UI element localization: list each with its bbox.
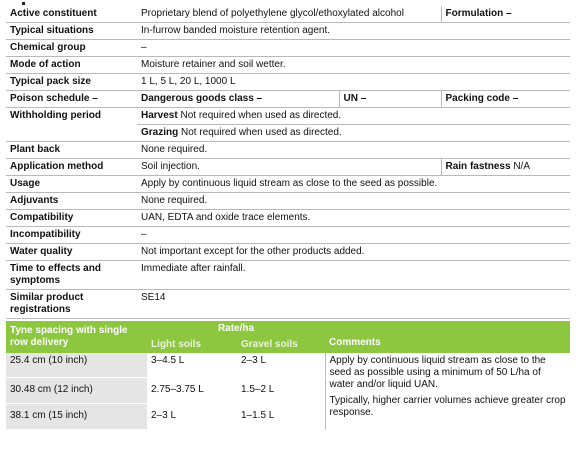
- label-grazing: Grazing: [141, 127, 179, 138]
- row-usage: [6, 176, 570, 193]
- rate-header-row: [6, 321, 570, 337]
- row-incompatibility: [6, 227, 570, 244]
- product-info-sheet: [6, 6, 570, 430]
- value-typical-pack-size: 1 L, 5 L, 20 L, 1000 L: [137, 74, 570, 91]
- label-chemical-group: Chemical group: [6, 40, 137, 57]
- comment-2: Typically, higher carrier volumes achieve greater crop response.: [329, 395, 566, 418]
- value-incompatibility: –: [137, 227, 570, 244]
- header-gravel-soils: Gravel soils: [237, 337, 325, 353]
- value-application-method: Soil injection.: [137, 159, 441, 176]
- row-application-method: [6, 159, 570, 176]
- rate-gravel: 1–1.5 L: [237, 403, 325, 429]
- rate-table: [6, 321, 570, 430]
- value-water-quality: Not important except for the other products added.: [137, 244, 570, 261]
- rate-light: 3–4.5 L: [147, 353, 237, 377]
- rate-gravel: 1.5–2 L: [237, 377, 325, 403]
- header-mark: [22, 2, 25, 5]
- label-compatibility: Compatibility: [6, 210, 137, 227]
- rate-comments: [325, 353, 570, 429]
- value-similar-product: SE14: [137, 290, 570, 319]
- rate-gravel: 2–3 L: [237, 353, 325, 377]
- label-poison-schedule: Poison schedule –: [6, 91, 137, 108]
- header-rate-ha: Rate/ha: [147, 321, 325, 337]
- value-harvest: [137, 108, 570, 125]
- label-similar-product: Similar product registrations: [6, 290, 137, 319]
- header-tyne-spacing: Tyne spacing with single row delivery: [6, 321, 147, 353]
- row-typical-pack-size: [6, 74, 570, 91]
- row-compatibility: [6, 210, 570, 227]
- value-usage: Apply by continuous liquid stream as close to the seed as possible.: [137, 176, 570, 193]
- label-typical-situations: Typical situations: [6, 23, 137, 40]
- row-poison-schedule: [6, 91, 570, 108]
- label-adjuvants: Adjuvants: [6, 193, 137, 210]
- row-withholding-harvest: [6, 108, 570, 125]
- header-comments: Comments: [325, 321, 570, 353]
- row-mode-of-action: [6, 57, 570, 74]
- value-mode-of-action: Moisture retainer and soil wetter.: [137, 57, 570, 74]
- rate-light: 2.75–3.75 L: [147, 377, 237, 403]
- label-formulation: Formulation –: [441, 6, 570, 23]
- label-harvest: Harvest: [141, 110, 178, 121]
- label-rain-fastness: Rain fastness: [445, 161, 511, 172]
- row-plant-back: [6, 142, 570, 159]
- row-typical-situations: [6, 23, 570, 40]
- label-dangerous-goods: Dangerous goods class –: [137, 91, 339, 108]
- label-withholding-period: Withholding period: [6, 108, 137, 142]
- header-light-soils: Light soils: [147, 337, 237, 353]
- label-water-quality: Water quality: [6, 244, 137, 261]
- value-plant-back: None required.: [137, 142, 570, 159]
- label-mode-of-action: Mode of action: [6, 57, 137, 74]
- rate-spacing: 38.1 cm (15 inch): [6, 403, 147, 429]
- label-active-constituent: Active constituent: [6, 6, 137, 23]
- product-info-table: [6, 6, 570, 319]
- comment-1: Apply by continuous liquid stream as close to the seed as possible using a minimum of 50 L/ha of water and/or liquid UAN.: [329, 355, 546, 390]
- value-grazing: [137, 125, 570, 142]
- value-harvest-text: Not required when used as directed.: [180, 110, 342, 121]
- label-application-method: Application method: [6, 159, 137, 176]
- label-incompatibility: Incompatibility: [6, 227, 137, 244]
- row-chemical-group: [6, 40, 570, 57]
- rate-spacing: 25.4 cm (10 inch): [6, 353, 147, 377]
- row-time-to-effects: [6, 261, 570, 290]
- value-chemical-group: –: [137, 40, 570, 57]
- row-adjuvants: [6, 193, 570, 210]
- value-rain-fastness: N/A: [513, 161, 530, 172]
- label-usage: Usage: [6, 176, 137, 193]
- rate-spacing: 30.48 cm (12 inch): [6, 377, 147, 403]
- row-similar-product: [6, 290, 570, 319]
- value-compatibility: UAN, EDTA and oxide trace elements.: [137, 210, 570, 227]
- label-plant-back: Plant back: [6, 142, 137, 159]
- rain-fastness: [441, 159, 570, 176]
- value-time-to-effects: Immediate after rainfall.: [137, 261, 570, 290]
- row-active-constituent: [6, 6, 570, 23]
- label-time-to-effects: Time to effects and symptoms: [6, 261, 137, 290]
- value-adjuvants: None required.: [137, 193, 570, 210]
- value-active-constituent: Proprietary blend of polyethylene glycol/ethoxylated alcohol: [137, 6, 441, 23]
- value-typical-situations: In-furrow banded moisture retention agent.: [137, 23, 570, 40]
- rate-light: 2–3 L: [147, 403, 237, 429]
- label-typical-pack-size: Typical pack size: [6, 74, 137, 91]
- row-water-quality: [6, 244, 570, 261]
- label-un: UN –: [339, 91, 441, 108]
- label-packing-code: Packing code –: [441, 91, 570, 108]
- table-row: [6, 353, 570, 377]
- value-grazing-text: Not required when used as directed.: [181, 127, 342, 138]
